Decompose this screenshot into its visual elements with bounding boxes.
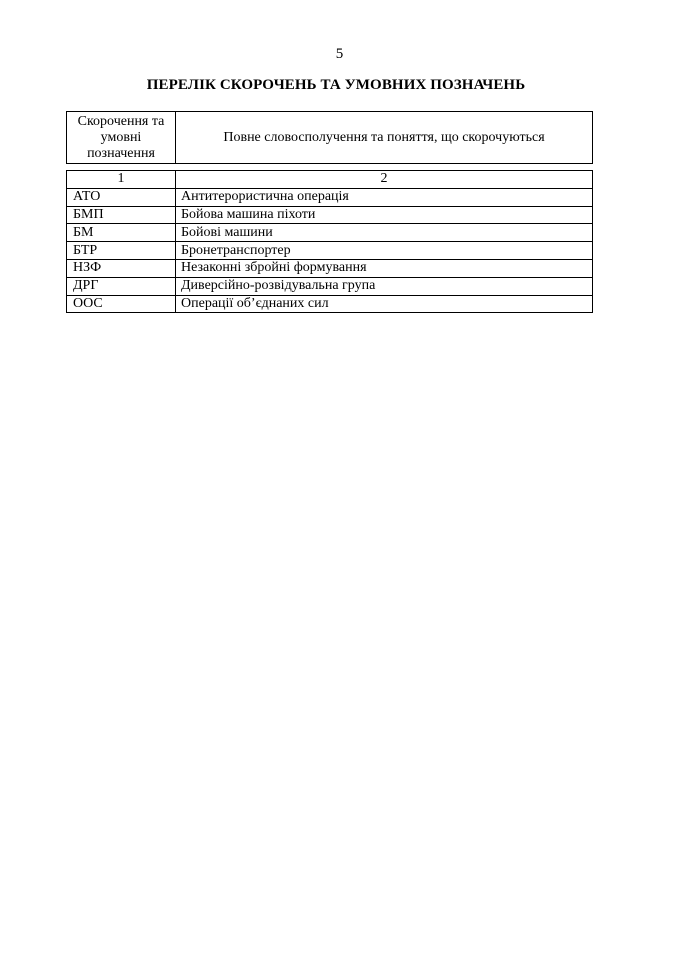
table-row [67,295,593,313]
full-term-cell: Бойові машини [176,224,593,242]
page-title: ПЕРЕЛІК СКОРОЧЕНЬ ТА УМОВНИХ ПОЗНАЧЕНЬ [146,77,526,93]
column-number-row [67,171,593,189]
column-number: 1 [67,171,176,189]
full-term-cell: Диверсійно-розвідувальна група [176,277,593,295]
abbreviation-cell: ДРГ [67,277,176,295]
full-term-cell: Антитерористична операція [176,188,593,206]
abbreviation-cell: ООС [67,295,176,313]
full-term-cell: Операції об’єднаних сил [176,295,593,313]
table-row [67,188,593,206]
full-term-cell: Бронетранспортер [176,242,593,260]
table-row [67,206,593,224]
column-number: 2 [176,171,593,189]
header-full-term: Повне словосполучення та поняття, що скорочуються [176,112,593,164]
abbreviation-cell: АТО [67,188,176,206]
abbreviation-cell: БМП [67,206,176,224]
table-row [67,277,593,295]
table-row [67,224,593,242]
full-term-cell: Незаконні збройні формування [176,259,593,277]
abbreviation-cell: БТР [67,242,176,260]
full-term-cell: Бойова машина піхоти [176,206,593,224]
table-row [67,259,593,277]
abbreviations-table [66,170,593,313]
table-row [67,242,593,260]
abbreviations-header-table [66,111,593,164]
abbreviation-cell: БМ [67,224,176,242]
header-row [67,112,593,164]
header-abbreviation: Скорочення та умовні позначення [67,112,176,164]
page-number: 5 [335,46,344,62]
abbreviation-cell: НЗФ [67,259,176,277]
